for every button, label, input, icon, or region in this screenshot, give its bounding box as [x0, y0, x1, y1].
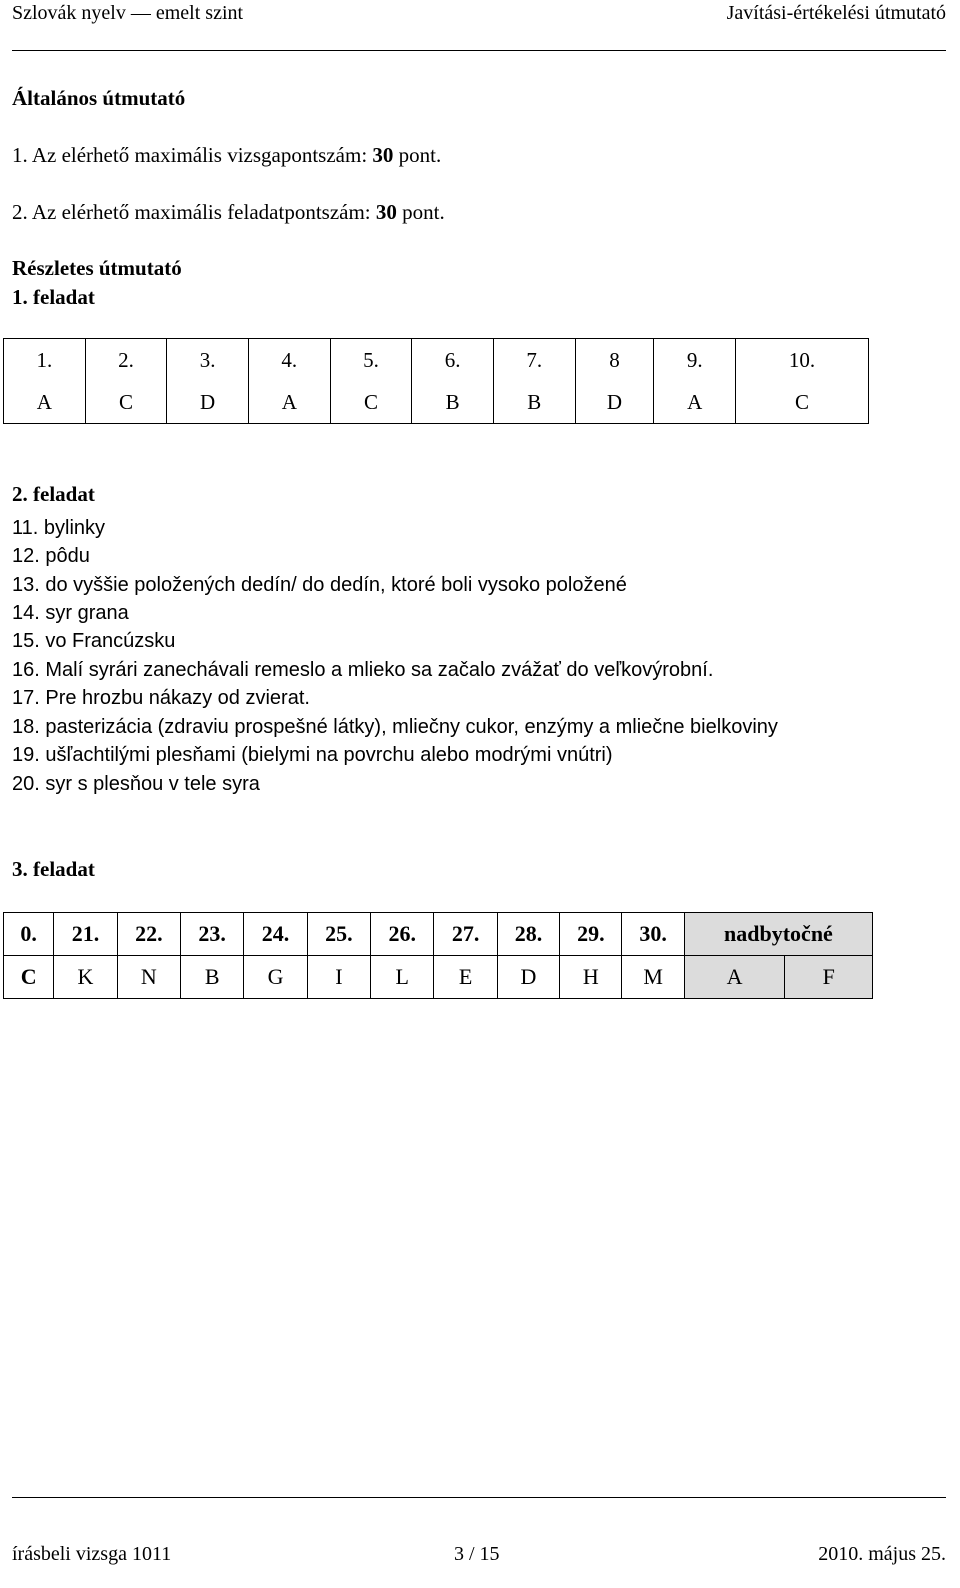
task1-number: 7. — [493, 339, 575, 382]
task1-answer: C — [736, 381, 869, 424]
task3-answer: N — [117, 956, 180, 999]
task3-answer-row — [4, 956, 873, 999]
task2-answer: 20. syr s plesňou v tele syra — [12, 773, 260, 795]
task3-answer: G — [244, 956, 307, 999]
task2-title: 2. feladat — [12, 482, 95, 506]
task1-number-row — [4, 339, 869, 382]
task1-answer: A — [248, 381, 330, 424]
task3-number: 27. — [434, 913, 497, 956]
task3-number: 24. — [244, 913, 307, 956]
task1-answer: C — [330, 381, 412, 424]
header-subject: Szlovák nyelv — emelt szint — [12, 2, 244, 24]
task3-answer: C — [4, 956, 54, 999]
header-doc-type: Javítási-értékelési útmutató — [726, 2, 946, 24]
task3-answer: M — [622, 956, 684, 999]
task3-number: 28. — [497, 913, 559, 956]
task3-answer: D — [497, 956, 559, 999]
detail-title: Részletes útmutató — [12, 256, 182, 280]
task1-number: 4. — [248, 339, 330, 382]
task1-number: 10. — [736, 339, 869, 382]
task1-number: 2. — [85, 339, 167, 382]
task3-extra-header: nadbytočné — [684, 913, 872, 956]
task3-answer: L — [371, 956, 434, 999]
general-item-2-text: 2. Az elérhető maximális feladatpontszám: — [12, 200, 376, 224]
general-item-2-points: 30 — [375, 200, 397, 224]
task3-number: 0. — [4, 913, 54, 956]
general-title: Általános útmutató — [12, 86, 186, 110]
task1-answer: B — [412, 381, 494, 424]
task1-number: 6. — [412, 339, 494, 382]
task3-number: 30. — [622, 913, 684, 956]
task3-number: 26. — [371, 913, 434, 956]
footer-page-number: 3 / 15 — [454, 1543, 500, 1565]
task1-number: 8 — [575, 339, 654, 382]
task1-answer: B — [493, 381, 575, 424]
task1-number: 3. — [167, 339, 249, 382]
footer-exam-id: írásbeli vizsga 1011 — [12, 1543, 172, 1565]
general-item-1-unit: pont. — [393, 143, 442, 167]
task2-answer: 14. syr grana — [12, 602, 129, 624]
general-item-2-unit: pont. — [396, 200, 445, 224]
task1-number: 1. — [4, 339, 86, 382]
task3-answer: H — [560, 956, 622, 999]
footer-rule — [12, 1497, 946, 1498]
task1-number: 9. — [654, 339, 736, 382]
general-item-1 — [12, 143, 441, 168]
task3-answer: E — [434, 956, 497, 999]
task3-answer-table — [3, 912, 873, 999]
task2-answer: 12. pôdu — [12, 545, 90, 567]
task2-answer: 15. vo Francúzsku — [12, 630, 176, 652]
task3-number: 22. — [117, 913, 180, 956]
task2-answer: 11. bylinky — [12, 517, 106, 539]
task1-answer: D — [167, 381, 249, 424]
task3-number: 23. — [181, 913, 244, 956]
task3-answer: B — [181, 956, 244, 999]
task3-extra-answer: A — [684, 956, 785, 999]
task3-number: 21. — [54, 913, 117, 956]
general-item-2 — [12, 200, 445, 225]
task1-answer-row — [4, 381, 869, 424]
general-item-1-points: 30 — [372, 143, 394, 167]
task3-number: 29. — [560, 913, 622, 956]
task2-answer: 13. do vyššie položených dedín/ do dedín, ktoré boli vysoko položené — [12, 574, 627, 596]
task1-answer: A — [4, 381, 86, 424]
task3-extra-answer: F — [785, 956, 873, 999]
task1-title: 1. feladat — [12, 285, 95, 309]
task2-answer: 17. Pre hrozbu nákazy od zvierat. — [12, 687, 310, 709]
task1-answer: D — [575, 381, 654, 424]
task3-title: 3. feladat — [12, 857, 95, 881]
task3-number-row — [4, 913, 873, 956]
task3-answer: I — [307, 956, 370, 999]
task1-number: 5. — [330, 339, 412, 382]
general-item-1-text: 1. Az elérhető maximális vizsgapontszám: — [12, 143, 373, 167]
task2-answer: 19. ušľachtilými plesňami (bielymi na povrchu alebo modrými vnútri) — [12, 744, 613, 766]
task2-answer: 18. pasterizácia (zdraviu prospešné látky), mliečny cukor, enzýmy a mliečne bielkoviny — [12, 716, 778, 738]
task1-answer: A — [654, 381, 736, 424]
task2-answer: 16. Malí syrári zanechávali remeslo a mlieko sa začalo zvážať do veľkovýrobní. — [12, 659, 714, 681]
footer-date: 2010. május 25. — [818, 1543, 946, 1565]
task3-answer: K — [54, 956, 117, 999]
task1-answer-table — [3, 338, 869, 424]
header-rule — [12, 50, 946, 51]
task1-answer: C — [85, 381, 167, 424]
page-header — [12, 2, 946, 32]
task3-number: 25. — [307, 913, 370, 956]
